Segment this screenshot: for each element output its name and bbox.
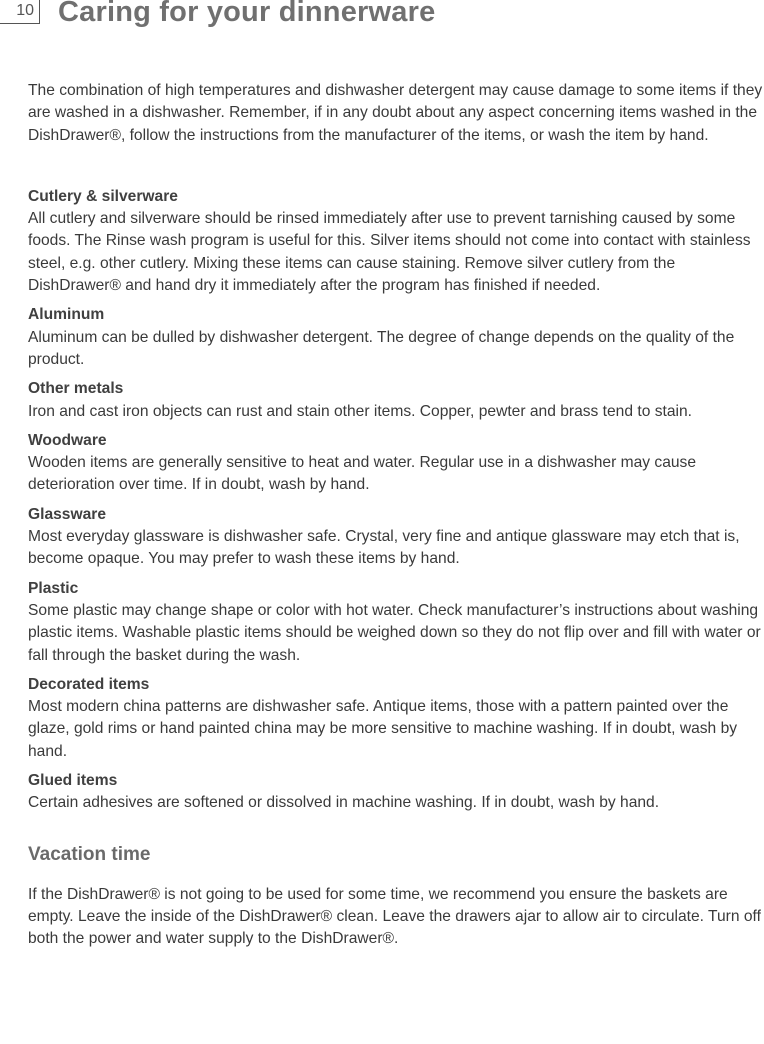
page-content (28, 80, 764, 951)
section-woodware (28, 430, 764, 497)
section-heading: Glassware (28, 505, 107, 523)
section-heading: Woodware (28, 431, 107, 449)
section-decorated-items (28, 674, 764, 763)
section-other-metals (28, 378, 764, 423)
section-cutlery-silverware (28, 186, 764, 297)
page-number: 10 (16, 2, 34, 19)
section-heading: Other metals (28, 380, 124, 398)
vacation-heading: Vacation time (28, 843, 151, 865)
section-glassware (28, 504, 764, 571)
section-body: Wooden items are generally sensitive to heat and water. Regular use in a dishwasher may cause deterioration over time. If in doubt, wash by hand. (28, 454, 697, 494)
section-heading: Decorated items (28, 675, 150, 693)
section-body: Aluminum can be dulled by dishwasher detergent. The degree of change depends on the quality of the product. (28, 328, 735, 368)
page-number-box (0, 0, 40, 24)
section-plastic (28, 578, 764, 667)
section-glued-items (28, 770, 764, 815)
section-heading: Cutlery & silverware (28, 187, 178, 205)
section-heading: Glued items (28, 772, 118, 790)
section-body: Iron and cast iron objects can rust and stain other items. Copper, pewter and brass tend to stain. (28, 402, 692, 420)
section-body: Some plastic may change shape or color with hot water. Check manufacturer’s instructions about washing plastic items. Washable plastic items should be weighed down so they do not flip over and fill with water or fall through the basket during the wash. (28, 601, 761, 664)
section-body: Certain adhesives are softened or dissolved in machine washing. If in doubt, wash by hand. (28, 794, 660, 812)
vacation-body: If the DishDrawer® is not going to be used for some time, we recommend you ensure the baskets are empty. Leave the inside of the DishDrawer® clean. Leave the drawers ajar to allow air to circulate. Turn off both the power and water supply to the DishDrawer®. (28, 885, 761, 948)
intro-paragraph: The combination of high temperatures and dishwasher detergent may cause damage to some items if they are washed in a dishwasher. Remember, if in any doubt about any aspect concerning items washed in the DishDrawer®, follow the instructions from the manufacturer of the items, or wash the item by hand. (28, 82, 763, 144)
section-body: All cutlery and silverware should be rinsed immediately after use to prevent tarnishing caused by some foods. The Rinse wash program is useful for this. Silver items should not come into contact with stainless steel, e.g. other cutlery. Mixing these items can cause staining. Remove silver cutlery from the DishDrawer® and hand dry it immediately after the program has finished if needed. (28, 210, 751, 295)
page-title: Caring for your dinnerware (58, 0, 436, 28)
section-body: Most modern china patterns are dishwasher safe. Antique items, those with a pattern painted over the glaze, gold rims or hand painted china may be more sensitive to machine washing. If in doubt, wash by hand. (28, 698, 738, 760)
section-aluminum (28, 304, 764, 371)
section-heading: Plastic (28, 579, 79, 597)
section-body: Most everyday glassware is dishwasher safe. Crystal, very fine and antique glassware may etch that is, become opaque. You may prefer to wash these items by hand. (28, 528, 740, 568)
section-heading: Aluminum (28, 306, 105, 324)
